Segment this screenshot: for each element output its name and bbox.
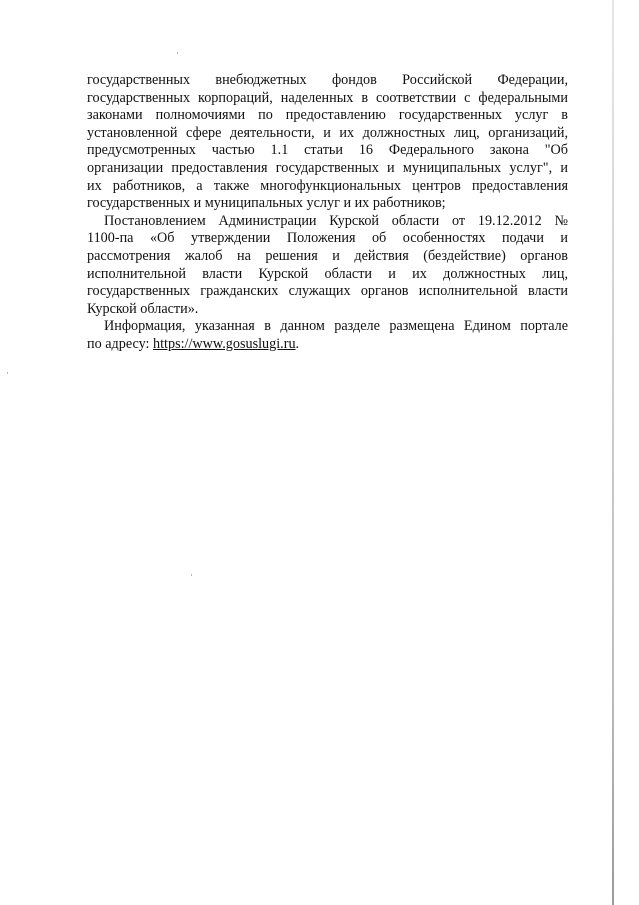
text-line: предусмотренных частью 1.1 статьи 16 Федерального закона "Об <box>87 142 568 159</box>
text-line: государственных и муниципальных услуг и их работников; <box>87 195 446 212</box>
text-line: установленной сфере деятельности, и их должностных лиц, организаций, <box>87 124 568 141</box>
text-line: государственных внебюджетных фондов Российской Федерации, <box>87 72 568 88</box>
text-line: государственных корпораций, наделенных в соответствии с федеральными <box>87 89 568 106</box>
text-line: организации предоставления государственных и муниципальных услуг", и <box>87 159 568 176</box>
text-line: 1100-па «Об утверждении Положения об особенностях подачи и <box>87 230 568 247</box>
paragraph-3 <box>87 318 568 353</box>
text-line-with-link <box>87 336 568 354</box>
text-line: Информация, указанная в данном разделе размещена Едином портале <box>104 318 568 335</box>
text-line: рассмотрения жалоб на решения и действия (бездействие) органов <box>87 247 568 264</box>
gosuslugi-link[interactable]: https://www.gosuslugi.ru <box>153 335 296 352</box>
paragraph-2 <box>87 213 568 319</box>
scan-speck <box>177 52 178 54</box>
link-suffix: . <box>295 335 300 352</box>
document-body <box>87 72 568 354</box>
text-line: Постановлением Администрации Курской области от 19.12.2012 № <box>104 212 568 229</box>
link-prefix: по адресу: <box>87 335 153 352</box>
scan-speck <box>7 372 8 374</box>
scan-edge-shadow <box>612 0 614 905</box>
text-line: Курской области». <box>87 300 199 317</box>
text-line: законами полномочиями по предоставлению государственных услуг в <box>87 107 568 124</box>
text-line: их работников, а также многофункциональных центров предоставления <box>87 177 568 194</box>
text-line: исполнительной власти Курской области и их должностных лиц, <box>87 265 568 282</box>
paragraph-1 <box>87 72 568 213</box>
text-line: государственных гражданских служащих органов исполнительной власти <box>87 283 568 300</box>
scan-speck <box>191 574 192 576</box>
